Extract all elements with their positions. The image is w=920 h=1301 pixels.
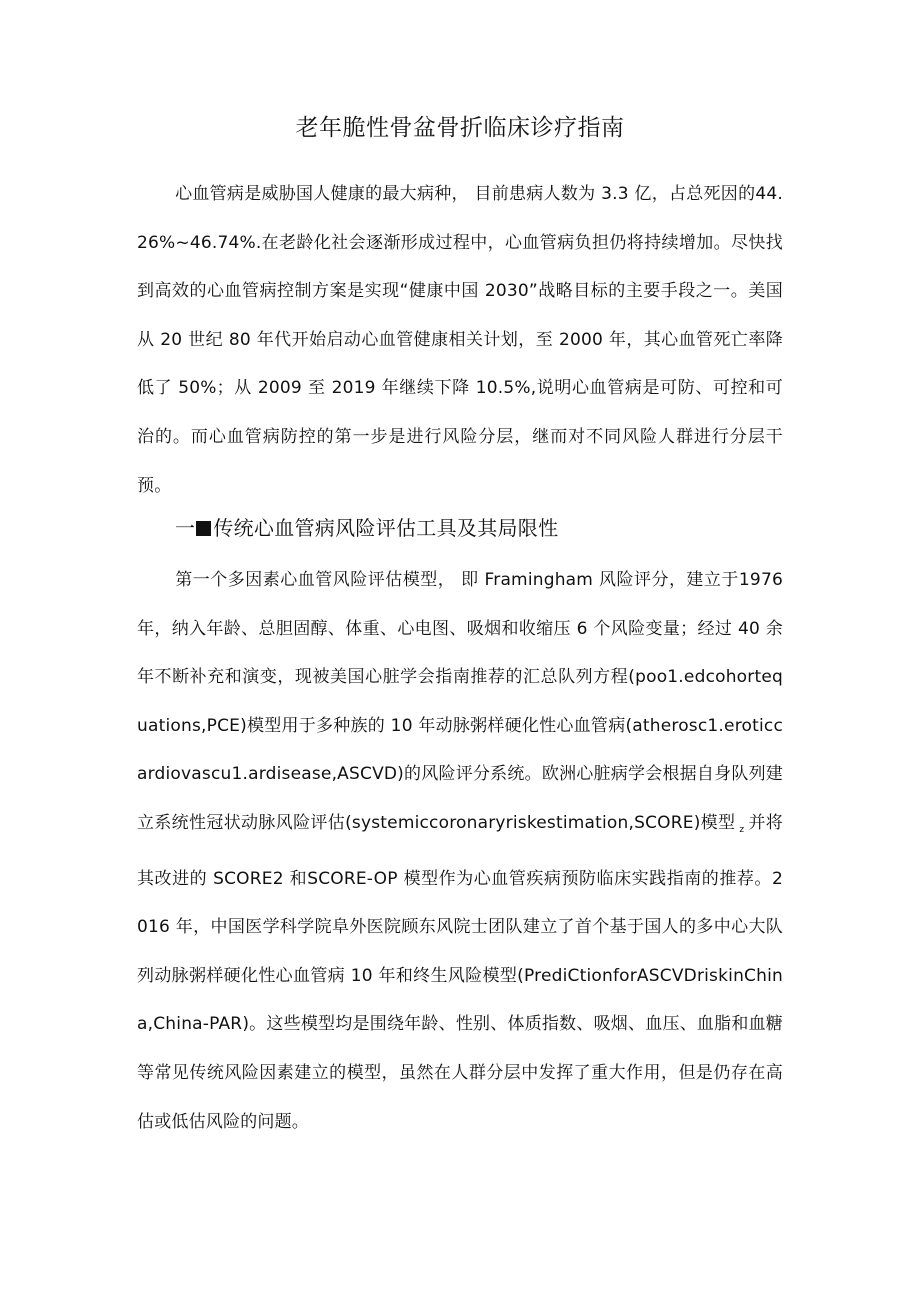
document-title: 老年脆性骨盆骨折临床诊疗指南: [295, 115, 625, 141]
section-paragraph: [137, 556, 783, 1146]
section-paragraph-text-part2: 并将其改进的 SCORE2 和SCORE-OP 模型作为心血管疾病预防临床实践指南的推荐。2016 年，中国医学科学院阜外医院顾东风院士团队建立了首个基于国人的多中心大队列动脉粥样硬化性心血管病 10 年和终生风险模型(PrediCtionforASCVDriskinChina,China-PAR)。这些模型均是围绕年龄、性别、体质指数、吸烟、血压、血脂和血糖等常见传统风险因素建立的模型，虽然在人群分层中发挥了重大作用，但是仍存在高估或低估风险的问题。: [137, 812, 783, 1132]
intro-paragraph-text: 心血管病是威胁国人健康的最大病种， 目前患病人数为 3.3 亿，占总死因的44.26%~46.74%.在老龄化社会逐渐形成过程中，心血管病负担仍将持续增加。尽快找到高效的心血管病控制方案是实现“健康中国 2030”战略目标的主要手段之一。美国从 20 世纪 80 年代开始启动心血管健康相关计划，至 2000 年，其心血管死亡率降低了 50%；从 2009 至 2019 年继续下降 10.5%,说明心血管病是可防、可控和可治的。而心血管病防控的第一步是进行风险分层，继而对不同风险人群进行分层干预。: [137, 184, 783, 496]
intro-paragraph: [137, 170, 783, 510]
square-bullet-icon: [196, 521, 211, 536]
section-heading-number: 一: [175, 516, 196, 540]
section-heading-text: 传统心血管病风险评估工具及其局限性: [213, 516, 559, 540]
section-paragraph-text-part1: 第一个多因素心血管风险评估模型， 即 Framingham 风险评分，建立于1976 年，纳入年龄、总胆固醇、体重、心电图、吸烟和收缩压 6 个风险变量；经过 40 余年不断补充和演变，现被美国心脏学会指南推荐的汇总队列方程(poo1.edcohortequations,PCE)模型用于多种族的 10 年动脉粥样硬化性心血管病(atherosc1.eroticcardiovascu1.ardisease,ASCVD)的风险评分系统。欧洲心脏病学会根据自身队列建立系统性冠状动脉风险评估(systemiccoronaryriskestimation,SCORE)模型: [137, 570, 783, 833]
section-heading: [175, 508, 558, 548]
subscript-mark: z: [739, 824, 745, 835]
